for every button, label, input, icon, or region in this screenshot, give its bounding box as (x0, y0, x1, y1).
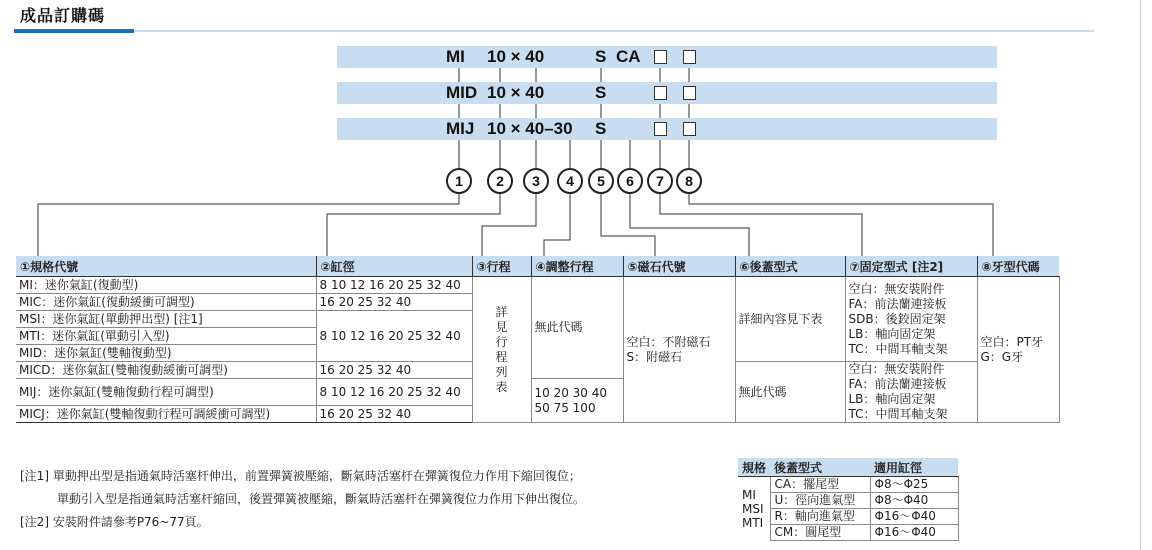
spec-name: MID：迷你氣缸(雙軸復動型) (16, 345, 316, 362)
code-magnet: S (595, 83, 607, 102)
thread-option-g: G：G牙 (980, 349, 1024, 364)
magnet-option-s: S：附磁石 (626, 349, 683, 364)
header-magnet: ⑤磁石代號 (623, 256, 735, 277)
table-row (738, 509, 958, 525)
mount-option: 空白：無安裝附件 (848, 281, 945, 296)
note-1-line-1: [注1] 單動押出型是指通氣時活塞杆伸出，前置彈簧被壓縮，斷氣時活塞杆在彈簧復位力作用下縮回復位； (20, 469, 581, 483)
mount-option: SDB：後鉸固定架 (848, 311, 946, 326)
code-prefix: MIJ (446, 119, 475, 138)
header-cover-type: 後蓋型式 (770, 458, 870, 477)
mount-option: FA：前法蘭連接板 (848, 296, 947, 311)
spec-code: MI (742, 487, 756, 502)
marker-4: 4 (557, 168, 583, 194)
marker-5: 5 (588, 168, 614, 194)
bore-range: Φ16～Φ40 (870, 509, 958, 525)
cover-type: CA：擺尾型 (770, 477, 870, 493)
adjust-none-cell: 無此代碼 (531, 277, 623, 379)
spec-name: MIJ：迷你氣缸(雙軸復動行程可調型) (16, 379, 316, 406)
page-title: 成品訂購碼 (20, 6, 106, 25)
mount-option: LB：軸向固定架 (848, 392, 936, 406)
mount-option: TC：中間耳軸支架 (848, 407, 948, 421)
code-size: 10 × 40 (487, 47, 545, 66)
table-row (738, 477, 958, 493)
mount-option: TC：中間耳軸支架 (848, 341, 948, 356)
spec-name: MICD：迷你氣缸(雙軸復動緩衝可調型) (16, 362, 316, 379)
bore-values: 8 10 12 16 20 25 32 40 (316, 277, 472, 294)
spec-list (738, 477, 770, 541)
header-bore: ②缸徑 (316, 256, 472, 277)
cover-none-cell: 無此代碼 (735, 362, 845, 423)
spec-code: MSI (742, 501, 764, 516)
code-cover: CA (616, 47, 641, 66)
marker-1: 1 (446, 168, 472, 194)
mount-option: LB：軸向固定架 (848, 326, 936, 341)
note-2: [注2] 安裝附件請參考P76~77頁。 (20, 515, 209, 529)
bore-values: 16 20 25 32 40 (316, 294, 472, 311)
marker-3: 3 (523, 168, 549, 194)
header-mount: ⑦固定型式 [注2] (845, 256, 977, 277)
magnet-cell (623, 277, 735, 423)
table-header-row (738, 458, 958, 477)
mount-option: 空白：無安裝附件 (848, 362, 945, 376)
code-size: 10 × 40–30 (487, 119, 573, 138)
spec-name: MICJ：迷你氣缸(雙軸復動行程可調緩衝可調型) (16, 406, 316, 423)
code-prefix: MID (446, 83, 478, 102)
header-thread: ⑧牙型代碼 (977, 256, 1059, 277)
code-prefix: MI (446, 47, 465, 66)
adjust-values-cell (531, 379, 623, 423)
rear-cover-table (738, 458, 959, 541)
bore-range: Φ8～Φ25 (870, 477, 958, 493)
stroke-text: 詳見行程列表 (495, 304, 508, 394)
mount-options-cell (845, 362, 977, 423)
stroke-cell (472, 277, 531, 423)
marker-7: 7 (647, 168, 673, 194)
header-adjust: ④調整行程 (531, 256, 623, 277)
cover-type: CM：圓尾型 (770, 525, 870, 541)
bore-values: 16 20 25 32 40 (316, 406, 472, 423)
cover-detail-cell: 詳細內容見下表 (735, 277, 845, 362)
spec-code: MTI (742, 515, 764, 530)
thread-option-pt: 空白：PT牙 (980, 334, 1044, 349)
marker-2: 2 (487, 168, 513, 194)
bore-range: Φ8～Φ40 (870, 493, 958, 509)
marker-8: 8 (676, 168, 702, 194)
spec-name: MTI：迷你氣缸(單動引入型) (16, 328, 316, 345)
spec-name: MSI：迷你氣缸(單動押出型) [注1] (16, 311, 316, 328)
thread-cell (977, 277, 1059, 423)
note-1-line-2: 單動引入型是指通氣時活塞杆縮回，後置彈簧被壓縮，斷氣時活塞杆在彈簧復位力作用下伸出復位。 (57, 492, 586, 506)
adjust-values-line: 10 20 30 40 (534, 385, 608, 400)
mount-option: FA：前法蘭連接板 (848, 377, 947, 391)
mount-options-cell (845, 277, 977, 362)
spec-name: MI：迷你氣缸(復動型) (16, 277, 316, 294)
header-stroke: ③行程 (472, 256, 531, 277)
header-spec: 規格 (738, 458, 770, 477)
marker-6: 6 (617, 168, 643, 194)
spec-name: MIC：迷你氣缸(復動緩衝可調型) (16, 294, 316, 311)
magnet-option-blank: 空白：不附磁石 (626, 334, 711, 349)
table-row (738, 525, 958, 541)
code-magnet: S (595, 47, 607, 66)
code-size: 10 × 40 (487, 83, 545, 102)
table-row (16, 277, 1059, 294)
cover-type: R：軸向進氣型 (770, 509, 870, 525)
header-bore-range: 適用缸徑 (870, 458, 958, 477)
bore-values: 8 10 12 16 20 25 32 40 (316, 379, 472, 406)
ordering-code-table (16, 256, 1060, 423)
table-header-row (16, 256, 1059, 277)
code-magnet: S (595, 119, 607, 138)
table-row (738, 493, 958, 509)
header-spec: ①規格代號 (16, 256, 316, 277)
bore-values: 16 20 25 32 40 (316, 362, 472, 379)
header-cover: ⑥後蓋型式 (735, 256, 845, 277)
cover-type: U：徑向進氣型 (770, 493, 870, 509)
bore-range: Φ16～Φ40 (870, 525, 958, 541)
bore-values: 8 10 12 16 20 25 32 40 (316, 311, 472, 362)
adjust-values-line: 50 75 100 (534, 400, 596, 415)
